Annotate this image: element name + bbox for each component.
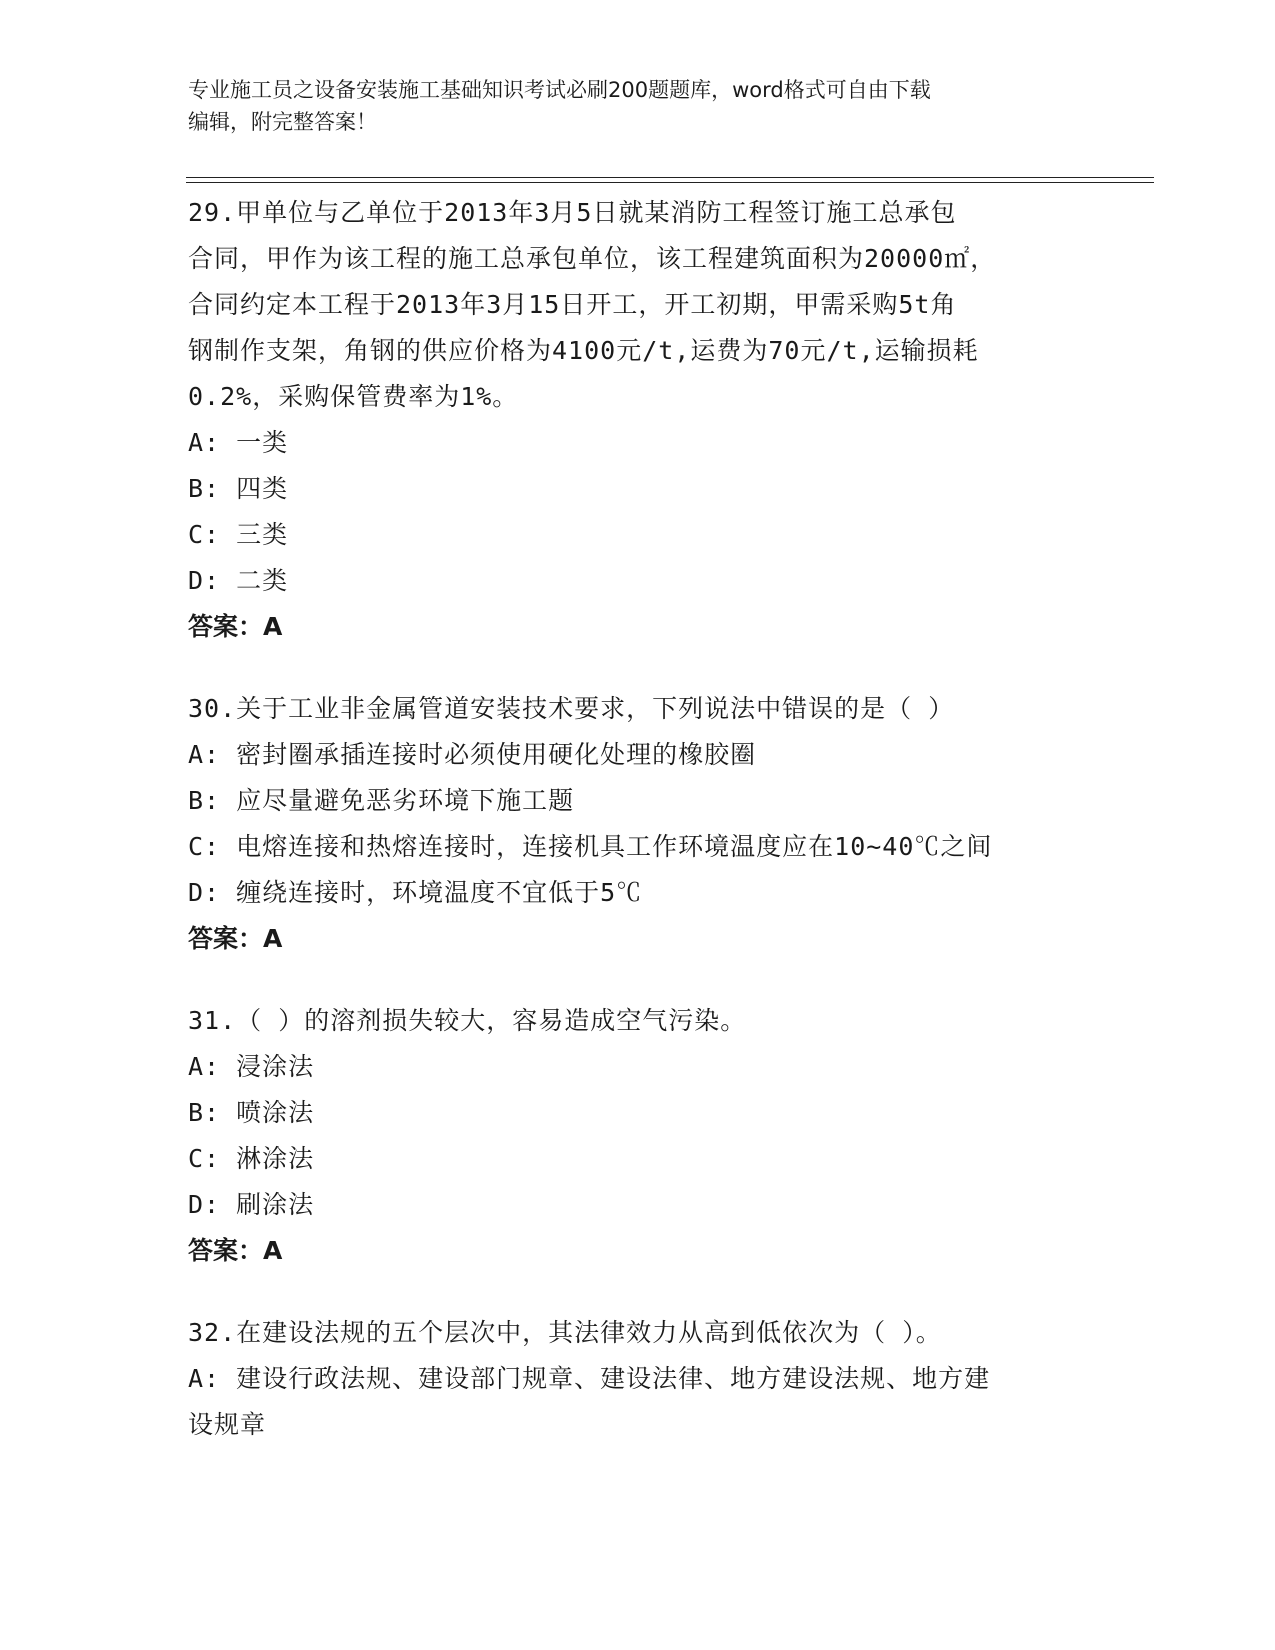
question-stem-line: 31.（ ）的溶剂损失较大，容易造成空气污染。 <box>188 1006 747 1035</box>
header-line-2: 编辑，附完整答案！ <box>188 110 377 134</box>
question-31 <box>188 998 1088 1274</box>
option-b: B: 喷涂法 <box>188 1098 315 1127</box>
option-a: A: 一类 <box>188 428 289 457</box>
question-30 <box>188 686 1088 962</box>
option-b: B: 应尽量避免恶劣环境下施工题 <box>188 786 575 815</box>
option-c: C: 电熔连接和热熔连接时，连接机具工作环境温度应在10~40℃之间 <box>188 832 993 861</box>
option-d: D: 缠绕连接时，环境温度不宜低于5℃ <box>188 878 643 907</box>
question-stem-line: 30.关于工业非金属管道安装技术要求，下列说法中错误的是（ ） <box>188 694 955 723</box>
option-a-continued: 设规章 <box>188 1410 267 1439</box>
header-rule-bottom <box>186 182 1154 183</box>
option-a: A: 密封圈承插连接时必须使用硬化处理的橡胶圈 <box>188 740 757 769</box>
question-29 <box>188 190 1088 650</box>
header-line-1: 专业施工员之设备安装施工基础知识考试必刷200题题库，word格式可自由下载 <box>188 78 931 102</box>
option-c: C: 淋涂法 <box>188 1144 315 1173</box>
document-header <box>188 74 1088 138</box>
answer-line: 答案：A <box>188 612 283 641</box>
question-stem-line: 合同约定本工程于2013年3月15日开工，开工初期，甲需采购5t角 <box>188 290 957 319</box>
question-stem-line: 29.甲单位与乙单位于2013年3月5日就某消防工程签订施工总承包 <box>188 198 957 227</box>
header-rule-top <box>186 177 1154 178</box>
answer-line: 答案：A <box>188 1236 283 1265</box>
question-stem-line: 钢制作支架，角钢的供应价格为4100元/t,运费为70元/t,运输损耗 <box>188 336 979 365</box>
question-stem-line: 0.2%，采购保管费率为1%。 <box>188 382 519 411</box>
question-stem-line: 32.在建设法规的五个层次中，其法律效力从高到低依次为（ ）。 <box>188 1318 942 1347</box>
question-32 <box>188 1310 1088 1448</box>
option-a: A: 建设行政法规、建设部门规章、建设法律、地方建设法规、地方建 <box>188 1364 991 1393</box>
option-a: A: 浸涂法 <box>188 1052 315 1081</box>
option-b: B: 四类 <box>188 474 289 503</box>
option-d: D: 刷涂法 <box>188 1190 315 1219</box>
answer-line: 答案：A <box>188 924 283 953</box>
option-d: D: 二类 <box>188 566 289 595</box>
question-stem-line: 合同，甲作为该工程的施工总承包单位，该工程建筑面积为20000㎡， <box>188 244 997 273</box>
option-c: C: 三类 <box>188 520 289 549</box>
question-list <box>188 190 1088 1484</box>
